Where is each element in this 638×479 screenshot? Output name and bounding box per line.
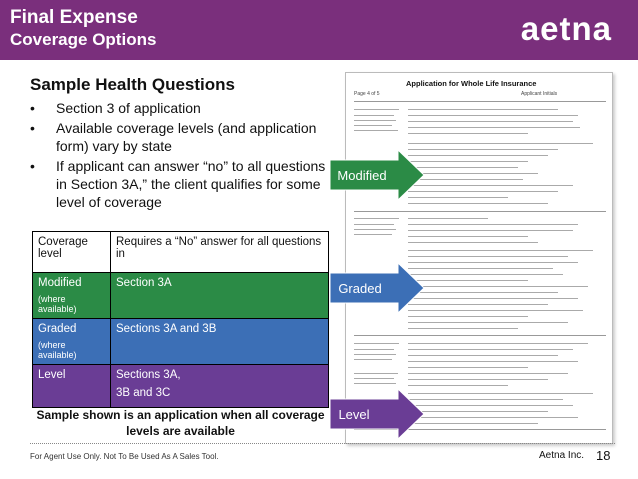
- form-text-line: [408, 262, 578, 263]
- form-text-line: [354, 120, 396, 121]
- form-text-line: [408, 203, 548, 204]
- bullet-item: • If applicant can answer “no” to all questions in Section 3A,” the client qualifies for some level of coverage: [30, 157, 330, 211]
- form-text-line: [354, 130, 398, 131]
- form-text-line: [408, 256, 568, 257]
- form-text-line: [408, 304, 548, 305]
- form-text-line: [408, 127, 580, 128]
- table-cell-sections: Section 3A: [111, 273, 329, 319]
- arrow-level: [330, 389, 425, 439]
- form-text-line: [408, 133, 528, 134]
- table-row-graded: [33, 319, 329, 365]
- form-text-line: [408, 393, 593, 394]
- table-row-modified: [33, 273, 329, 319]
- table-cell-level: [33, 319, 111, 365]
- header-title-line2: Coverage Options: [10, 30, 157, 49]
- table-cell-sections: Sections 3A and 3B: [111, 319, 329, 365]
- form-text-line: [408, 355, 558, 356]
- form-text-line: [408, 316, 528, 317]
- form-text-line: [354, 115, 394, 116]
- level-name: Level: [38, 369, 66, 381]
- bullet-item: • Available coverage levels (and application form) vary by state: [30, 119, 330, 155]
- form-text-line: [408, 173, 538, 174]
- arrow-label-level: Level: [338, 407, 370, 422]
- form-text-line: [408, 121, 573, 122]
- coverage-table: [32, 231, 329, 408]
- form-text-line: [354, 373, 398, 374]
- form-rule: [354, 335, 606, 336]
- form-text-line: [408, 411, 548, 412]
- table-row-level: [33, 365, 329, 408]
- form-text-line: [408, 242, 538, 243]
- bullet-item: • Section 3 of application: [30, 99, 330, 117]
- form-text-line: [354, 354, 396, 355]
- level-availability: (where available): [38, 340, 77, 360]
- form-text-line: [408, 367, 528, 368]
- form-text-line: [408, 236, 528, 237]
- form-text-line: [354, 229, 396, 230]
- footer-disclaimer: For Agent Use Only. Not To Be Used As A Sales Tool.: [30, 452, 219, 461]
- arrow-label-modified: Modified: [337, 168, 387, 183]
- sections-line2: 3B and 3C: [116, 387, 171, 399]
- form-text-line: [354, 343, 399, 344]
- arrow-modified: [330, 150, 425, 200]
- table-cell-level: [33, 273, 111, 319]
- form-rule: [354, 211, 606, 212]
- level-name: Graded: [38, 323, 77, 335]
- form-page-number: Page 4 of 5: [354, 91, 380, 97]
- form-text-line: [408, 423, 538, 424]
- form-text-line: [408, 143, 593, 144]
- form-text-line: [408, 179, 523, 180]
- sections-line1: Sections 3A,: [116, 369, 181, 381]
- page-number: 18: [596, 448, 611, 463]
- form-text-line: [408, 155, 548, 156]
- header-title-line1: Final Expense: [10, 7, 138, 28]
- form-text-line: [408, 379, 548, 380]
- form-text-line: [408, 322, 568, 323]
- form-text-line: [408, 343, 588, 344]
- form-text-line: [408, 361, 578, 362]
- form-text-line: [408, 417, 578, 418]
- form-text-line: [354, 349, 394, 350]
- form-applicant-initials: Applicant Initials: [521, 91, 558, 97]
- form-text-line: [354, 234, 392, 235]
- form-text-line: [408, 292, 558, 293]
- form-text-line: [408, 286, 588, 287]
- form-text-line: [354, 383, 396, 384]
- form-text-line: [408, 109, 558, 110]
- form-text-line: [408, 149, 558, 150]
- form-text-line: [354, 218, 399, 219]
- footer-divider: [30, 443, 615, 444]
- form-text-line: [408, 115, 578, 116]
- form-text-line: [408, 385, 508, 386]
- form-text-line: [408, 230, 573, 231]
- slide-title: Sample Health Questions: [30, 75, 235, 94]
- form-title: Application for Whole Life Insurance: [406, 79, 537, 88]
- table-cell-sections: [111, 365, 329, 408]
- form-text-line: [408, 218, 488, 219]
- form-text-line: [408, 310, 583, 311]
- form-text-line: [354, 224, 394, 225]
- form-text-line: [408, 161, 528, 162]
- table-header-row: [33, 232, 329, 273]
- header-banner: [0, 0, 638, 60]
- form-text-line: [408, 280, 528, 281]
- form-text-line: [408, 250, 593, 251]
- form-text-line: [408, 224, 578, 225]
- form-text-line: [354, 378, 394, 379]
- form-text-line: [408, 298, 578, 299]
- level-availability: (where available): [38, 294, 77, 314]
- table-header-cell: Requires a “No” answer for all questions in: [111, 232, 329, 273]
- aetna-logo: aetna: [520, 10, 612, 47]
- arrow-label-graded: Graded: [338, 281, 382, 296]
- level-name: Modified: [38, 277, 82, 289]
- form-text-line: [408, 405, 573, 406]
- bullet-list: [30, 99, 330, 213]
- table-cell-level: [33, 365, 111, 408]
- form-text-line: [408, 328, 518, 329]
- form-text-line: [408, 185, 573, 186]
- form-rule: [354, 101, 606, 102]
- form-text-line: [354, 109, 399, 110]
- form-text-line: [408, 191, 558, 192]
- footer-company: Aetna Inc.: [539, 450, 585, 461]
- arrow-graded: [330, 263, 425, 313]
- form-text-line: [408, 349, 573, 350]
- form-text-line: [354, 125, 392, 126]
- table-header-cell: Coverage level: [33, 232, 111, 273]
- form-text-line: [408, 399, 563, 400]
- form-text-line: [354, 359, 392, 360]
- sample-note: Sample shown is an application when all coverage levels are available: [36, 408, 325, 438]
- form-text-line: [408, 373, 568, 374]
- form-text-line: [408, 268, 553, 269]
- form-text-line: [408, 274, 563, 275]
